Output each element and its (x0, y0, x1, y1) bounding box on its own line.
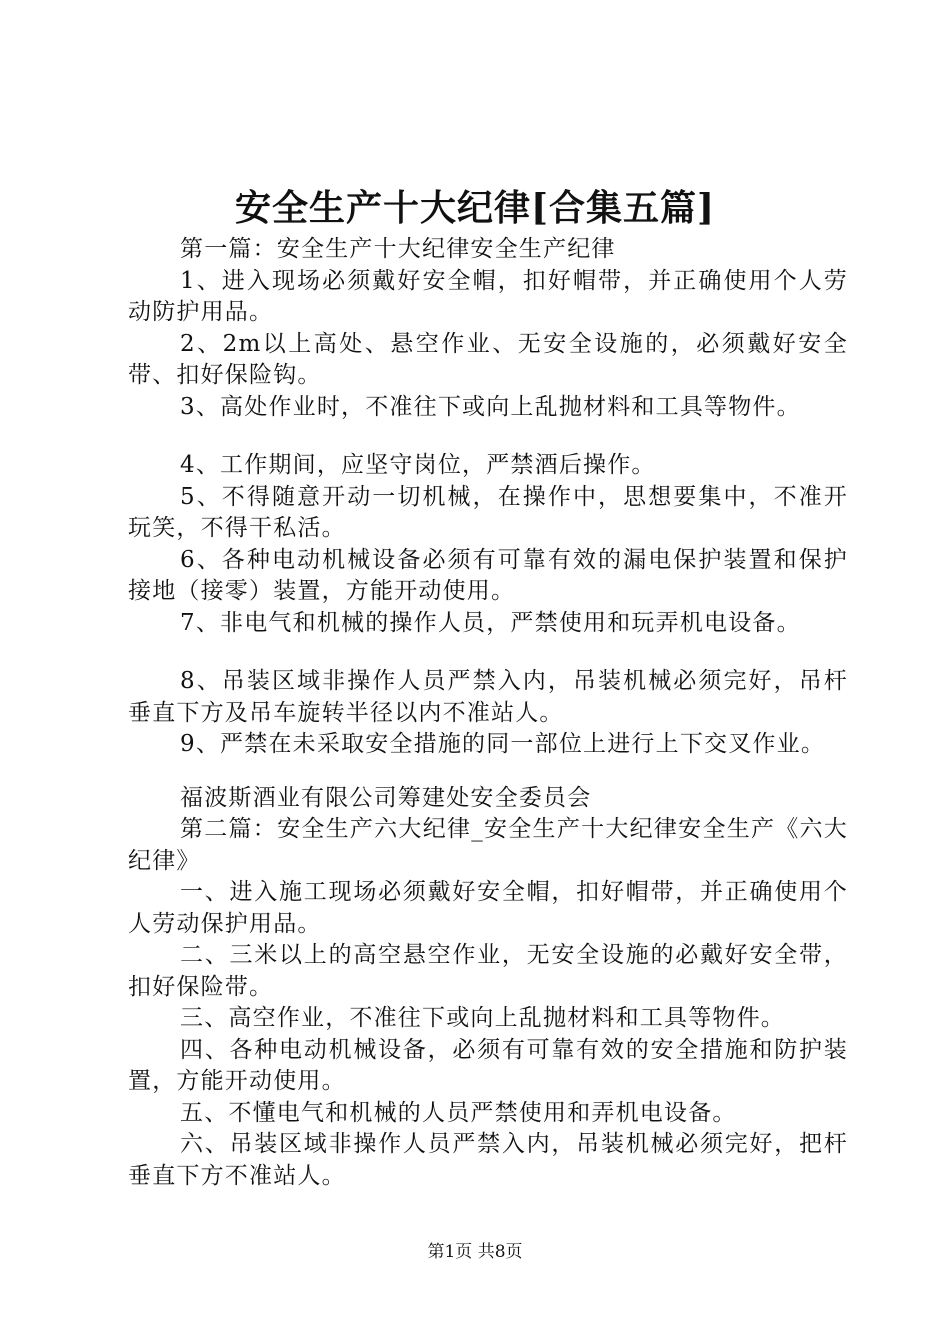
page-number: 第1页 共8页 (427, 1242, 523, 1262)
rule-item: 8、吊装区域非操作人员严禁入内，吊装机械必须完好，吊杆垂直下方及吊车旋转半径以内不准站人。 (128, 668, 848, 726)
rule-item: 4、工作期间，应坚守岗位，严禁酒后操作。 (180, 452, 656, 478)
rule-item: 6、各种电动机械设备必须有可靠有效的漏电保护装置和保护接地（接零）装置，方能开动使用。 (128, 546, 848, 604)
rule-item: 5、不得随意开动一切机械，在操作中，思想要集中，不准开玩笑，不得干私活。 (128, 483, 848, 541)
rule-item: 7、非电气和机械的操作人员，严禁使用和玩弄机电设备。 (180, 609, 801, 636)
paragraph-gap (128, 639, 848, 666)
section-heading: 第二篇：安全生产六大纪律_安全生产十大纪律安全生产《六大纪律》 (128, 816, 848, 874)
rule-item: 五、不懂电气和机械的人员严禁使用和弄机电设备。 (180, 1099, 737, 1126)
section-heading: 第一篇：安全生产十大纪律安全生产纪律 (180, 236, 616, 262)
paragraph-gap (128, 423, 848, 450)
rule-item: 1、进入现场必须戴好安全帽，扣好帽带，并正确使用个人劳动防护用品。 (128, 267, 848, 325)
rule-item: 三、高空作业，不准往下或向上乱抛材料和工具等物件。 (180, 1005, 785, 1031)
document-body (128, 234, 848, 1192)
rule-item: 9、严禁在未采取安全措施的同一部位上进行上下交叉作业。 (180, 731, 826, 757)
rule-item: 二、三米以上的高空悬空作业，无安全设施的必戴好安全带，扣好保险带。 (128, 942, 848, 1000)
rule-item: 六、吊装区域非操作人员严禁入内，吊装机械必须完好，把杆垂直下方不准站人。 (128, 1131, 848, 1189)
rule-item: 3、高处作业时，不准往下或向上乱抛材料和工具等物件。 (180, 393, 801, 420)
rule-item: 2、2m以上高处、悬空作业、无安全设施的，必须戴好安全带、扣好保险钩。 (128, 330, 848, 388)
signature-line: 福波斯酒业有限公司筹建处安全委员会 (180, 784, 592, 811)
document-title: 安全生产十大纪律[合集五篇] (234, 187, 716, 229)
paragraph-gap (128, 761, 848, 783)
rule-item: 四、各种电动机械设备，必须有可靠有效的安全措施和防护装置，方能开动使用。 (128, 1036, 848, 1094)
rule-item: 一、进入施工现场必须戴好安全帽，扣好帽带，并正确使用个人劳动保护用品。 (128, 879, 848, 937)
